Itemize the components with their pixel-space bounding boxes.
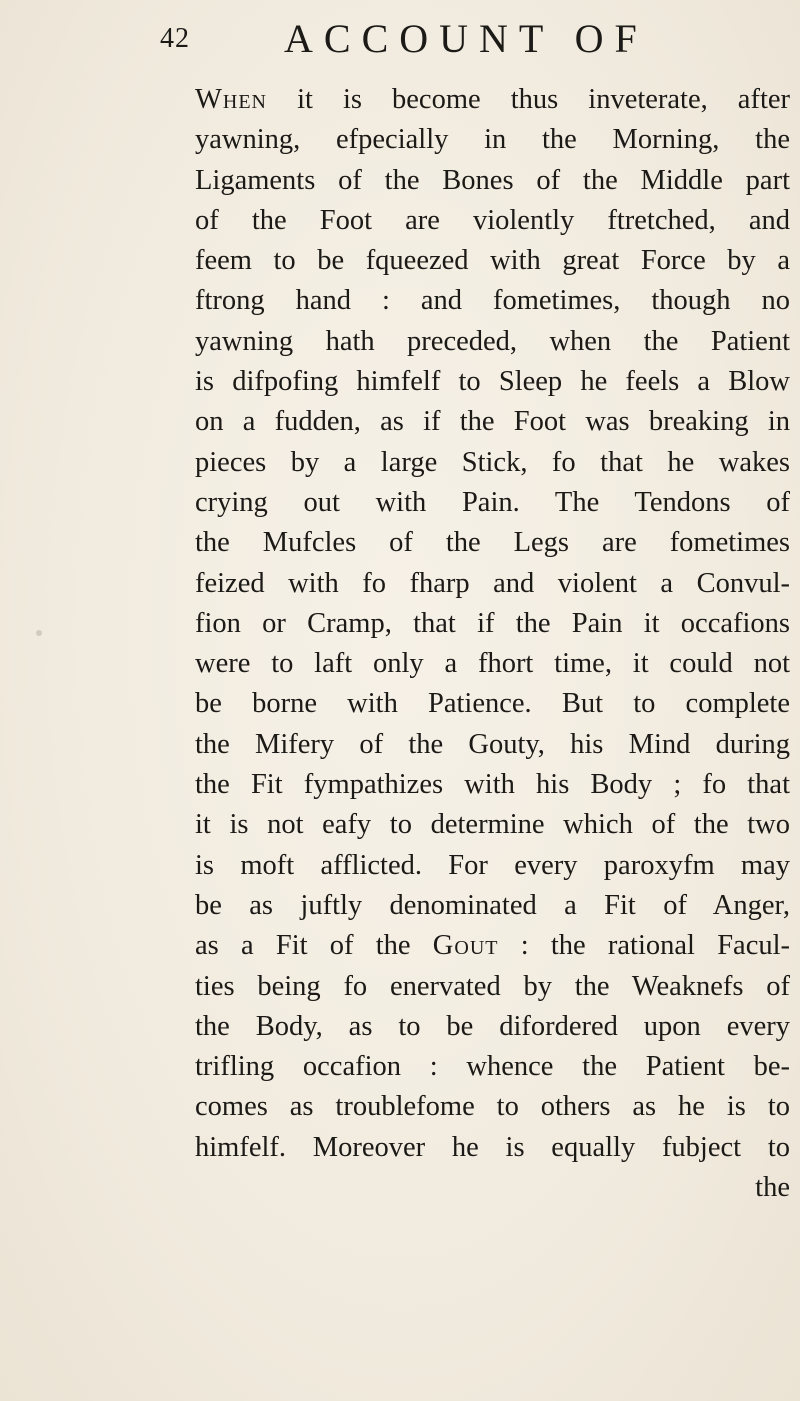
text-line: it is not eafy to determine which of the two (195, 809, 790, 841)
catchword: the (755, 1172, 790, 1204)
text-line: trifling occafion : whence the Patient be- (195, 1051, 790, 1083)
text-line: be borne with Patience. But to complete (195, 688, 790, 720)
text-line: himfelf. Moreover he is equally fubject to (195, 1131, 790, 1163)
text-line: Ligaments of the Bones of the Middle part (195, 164, 790, 196)
text-line: feized with fo fharp and violent a Convul- (195, 567, 790, 599)
text-line: the Body, as to be difordered upon every (195, 1010, 790, 1042)
ink-spot (720, 300, 723, 303)
text-line: is difpofing himfelf to Sleep he feels a Blow (195, 366, 790, 398)
text-line: as a Fit of the Gout : the rational Facul- (195, 930, 790, 962)
text-line: were to laft only a fhort time, it could not (195, 648, 790, 680)
text-line: pieces by a large Stick, fo that he wakes (195, 446, 790, 478)
text-line: the Mifery of the Gouty, his Mind during (195, 728, 790, 760)
page-number: 42 (160, 23, 190, 54)
text-line: the Mufcles of the Legs are fometimes (195, 527, 790, 559)
text-line: of the Foot are violently ftretched, and (195, 204, 790, 236)
text-line: the Fit fympathizes with his Body ; fo that (195, 769, 790, 801)
text-line: When it is become thus inveterate, after (195, 84, 790, 115)
text-line: crying out with Pain. The Tendons of (195, 486, 790, 518)
text-line: is moft afflicted. For every paroxyfm may (195, 849, 790, 881)
body-text (195, 80, 790, 1208)
text-line: ties being fo enervated by the Weaknefs of (195, 970, 790, 1002)
opening-word: When (195, 84, 268, 115)
text-line: fion or Cramp, that if the Pain it occafions (195, 607, 790, 639)
text-line: feem to be fqueezed with great Force by a (195, 245, 790, 277)
page-header (160, 14, 720, 64)
text-line: yawning hath preceded, when the Patient (195, 325, 790, 357)
text-line: yawning, efpecially in the Morning, the (195, 124, 790, 156)
gout-word: Gout (432, 930, 499, 962)
text-line: on a fudden, as if the Foot was breaking in (195, 406, 790, 438)
text-line: be as juftly denominated a Fit of Anger, (195, 889, 790, 921)
text-line: comes as troublefome to others as he is to (195, 1091, 790, 1123)
ink-spot (36, 630, 42, 636)
running-head: ACCOUNT OF (284, 16, 648, 61)
text-line: ftrong hand : and fometimes, though no (195, 285, 790, 317)
